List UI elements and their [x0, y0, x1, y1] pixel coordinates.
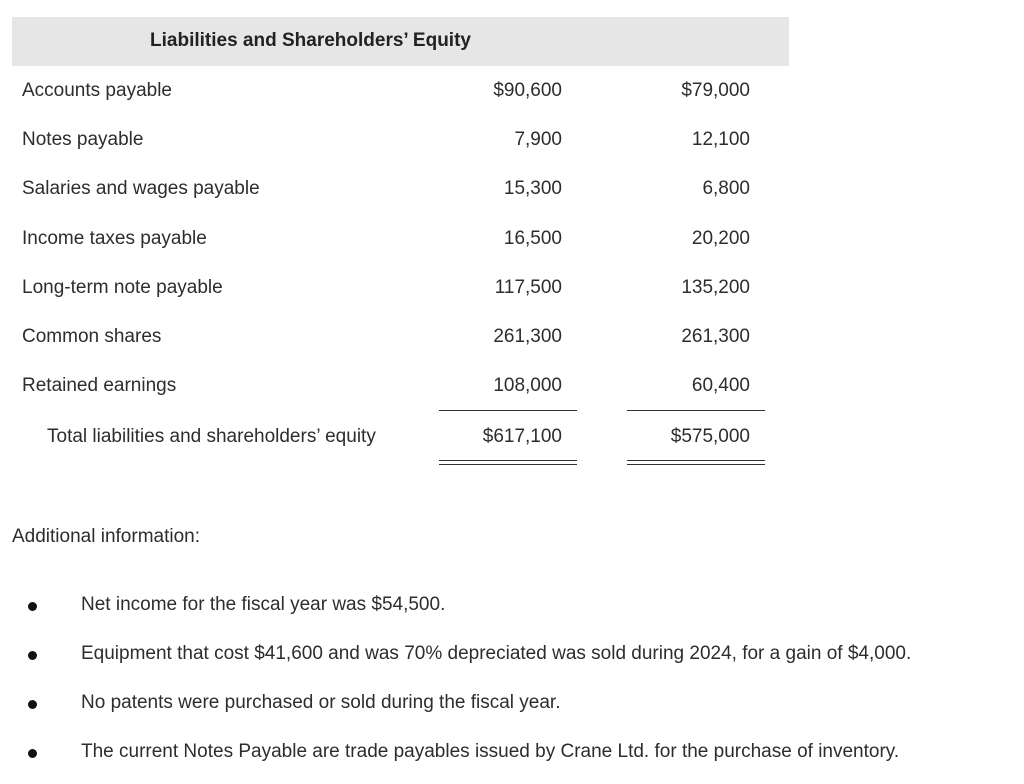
- total-value-current: $617,100: [482, 426, 562, 447]
- table-title-text: Liabilities and Shareholders’ Equity: [150, 30, 471, 51]
- total-row: [0, 426, 1024, 456]
- bullet-icon: [28, 749, 37, 758]
- bullet-icon: [28, 700, 37, 709]
- list-item-text: No patents were purchased or sold during the fiscal year.: [81, 692, 561, 713]
- row-value-current: 15,300: [503, 178, 562, 199]
- list-item-text: Net income for the fiscal year was $54,500.: [81, 594, 446, 615]
- row-value-prior: $79,000: [681, 80, 750, 101]
- total-double-rule-bottom: [627, 464, 765, 465]
- row-value-current: 108,000: [493, 375, 562, 396]
- row-value-current: $90,600: [493, 80, 562, 101]
- list-item: [0, 594, 1024, 624]
- row-value-prior: 135,200: [681, 277, 750, 298]
- table-row: [0, 326, 1024, 356]
- table-row: [0, 178, 1024, 208]
- row-label: Notes payable: [22, 129, 144, 150]
- total-label: Total liabilities and shareholders’ equity: [47, 426, 376, 447]
- row-value-current: 16,500: [503, 228, 562, 249]
- row-value-prior: 261,300: [681, 326, 750, 347]
- total-value-prior: $575,000: [670, 426, 750, 447]
- row-value-prior: 20,200: [691, 228, 750, 249]
- row-value-prior: 6,800: [702, 178, 750, 199]
- row-label: Long-term note payable: [22, 277, 223, 298]
- row-label: Salaries and wages payable: [22, 178, 260, 199]
- row-value-prior: 12,100: [691, 129, 750, 150]
- table-title: [12, 30, 789, 52]
- row-value-current: 7,900: [514, 129, 562, 150]
- total-double-rule-top: [439, 460, 577, 461]
- total-double-rule-top: [627, 460, 765, 461]
- total-double-rule-bottom: [439, 464, 577, 465]
- table-row: [0, 129, 1024, 159]
- table-row: [0, 277, 1024, 307]
- list-item: [0, 643, 1024, 673]
- table-row: [0, 375, 1024, 405]
- subtotal-rule: [627, 410, 765, 411]
- row-label: Retained earnings: [22, 375, 177, 396]
- additional-info-heading: Additional information:: [12, 526, 200, 547]
- list-item-text: The current Notes Payable are trade payables issued by Crane Ltd. for the purchase of inventory.: [81, 741, 900, 762]
- subtotal-rule: [439, 410, 577, 411]
- list-item-text: Equipment that cost $41,600 and was 70% depreciated was sold during 2024, for a gain of $4,000.: [81, 643, 912, 664]
- list-item: [0, 692, 1024, 722]
- row-value-current: 117,500: [494, 277, 562, 298]
- row-value-prior: 60,400: [691, 375, 750, 396]
- table-row: [0, 228, 1024, 258]
- table-row: [0, 80, 1024, 110]
- row-label: Common shares: [22, 326, 162, 347]
- row-label: Income taxes payable: [22, 228, 207, 249]
- row-value-current: 261,300: [493, 326, 562, 347]
- bullet-icon: [28, 651, 37, 660]
- table-header: [12, 17, 789, 66]
- row-label: Accounts payable: [22, 80, 172, 101]
- bullet-icon: [28, 602, 37, 611]
- list-item: [0, 741, 1024, 771]
